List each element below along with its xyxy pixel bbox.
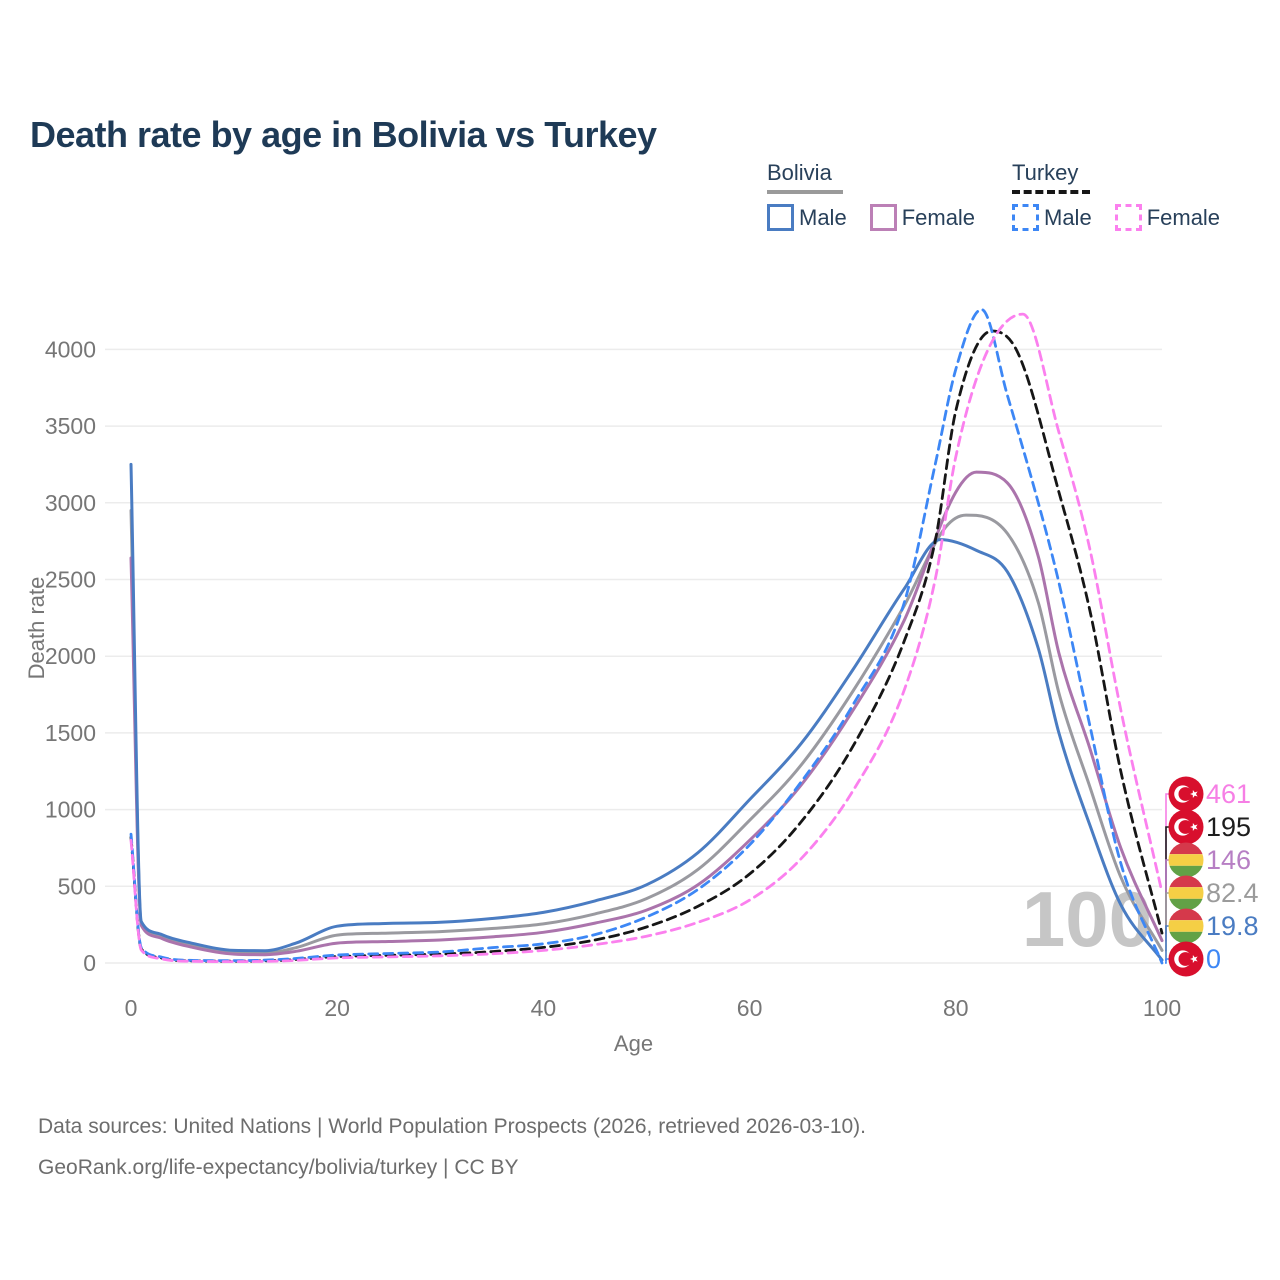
series-line-turkey-male[interactable] [131,310,1162,964]
series-line-turkey-female[interactable] [131,314,1162,962]
y-tick-label: 2500 [44,566,96,593]
bolivia-flag-icon [1169,909,1204,944]
x-tick-label: 20 [324,995,350,1021]
hover-age-watermark: 100 [1021,875,1152,963]
x-axis-title: Age [613,1031,654,1056]
legend-header-bolivia[interactable]: Bolivia [767,160,832,185]
x-tick-label: 0 [124,995,138,1021]
x-tick-label: 60 [736,995,763,1021]
bolivia-flag-icon [1169,876,1204,911]
readout-value-turkey-both-sexes: 195 [1206,812,1252,842]
x-tick-label: 100 [1142,995,1182,1021]
y-tick-label: 0 [83,950,96,976]
readout-value-turkey-female: 461 [1206,779,1252,809]
readout-value-bolivia-both-sexes: 82.4 [1206,878,1259,908]
y-tick-label: 500 [57,873,96,900]
turkey-flag-icon [1169,942,1204,977]
legend-item-label: Male [799,204,847,230]
legend-item-label: Male [1044,204,1092,230]
attribution-text: GeoRank.org/life-expectancy/bolivia/turkey | CC BY [38,1156,519,1179]
legend-item-label: Female [901,204,976,230]
readout-value-bolivia-female: 146 [1206,845,1252,875]
legend-header-turkey[interactable]: Turkey [1012,160,1079,185]
y-tick-label: 3500 [44,413,96,440]
bolivia-flag-icon [1169,843,1204,878]
y-tick-label: 3000 [44,489,96,516]
y-tick-label: 4000 [44,336,96,363]
page-title: Death rate by age in Bolivia vs Turkey [30,114,657,156]
turkey-flag-icon [1169,810,1204,845]
y-tick-label: 1500 [44,719,96,746]
series-line-bolivia-female[interactable] [131,472,1162,955]
x-tick-label: 80 [943,995,969,1021]
y-axis-title: Death rate [24,576,49,680]
y-tick-label: 1000 [44,796,96,823]
readout-value-turkey-male: 0 [1206,944,1222,974]
legend-item-label: Female [1146,204,1221,230]
data-sources-text: Data sources: United Nations | World Population Prospects (2026, retrieved 2026-03-10). [38,1115,867,1138]
turkey-flag-icon [1169,777,1204,812]
readout-value-bolivia-male: 19.8 [1206,911,1259,941]
y-tick-label: 2000 [44,643,96,670]
x-tick-label: 40 [530,995,557,1021]
footer [38,1106,866,1188]
